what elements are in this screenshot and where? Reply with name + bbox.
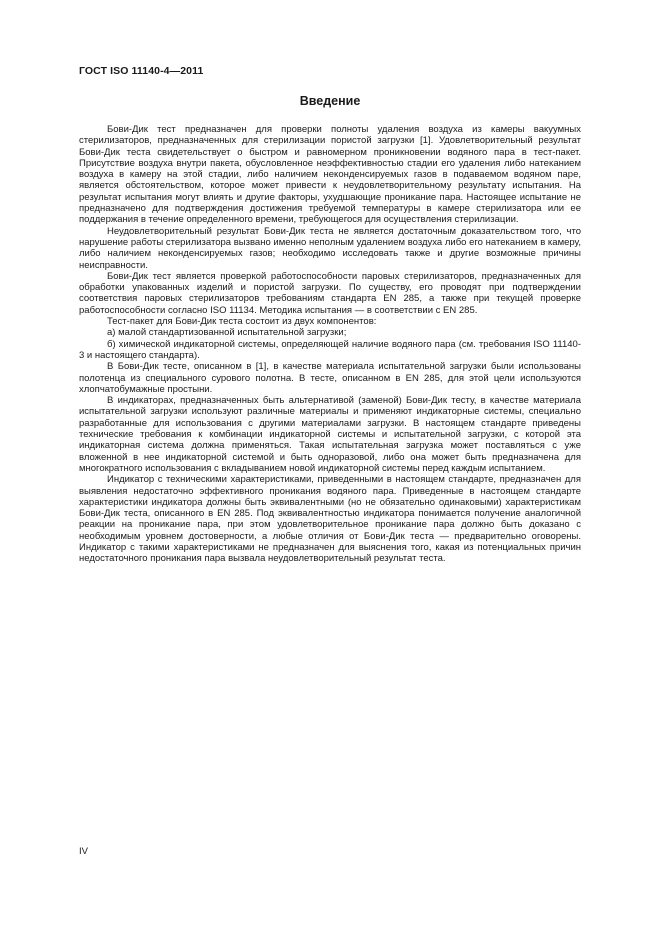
section-title: Введение — [299, 94, 361, 108]
paragraph: Тест-пакет для Бови-Дик теста состоит из двух компонентов: — [107, 316, 377, 328]
paragraph: Неудовлетворительный результат Бови-Дик теста не является достаточным доказательством того, что нарушение работы стерилизатора вызвано именно неполным удалением воздуха либо его натеканием в камеру, либо наличием неконденсируемых газов; необходимо исследовать также и другие возможные причины неисправности. — [79, 225, 581, 271]
list-item: а) малой стандартизованной испытательной загрузки; — [107, 327, 347, 339]
document-header — [79, 65, 203, 77]
paragraph: В индикаторах, предназначенных быть альтернативой (заменой) Бови-Дик тесту, в качестве материала испытательной загрузки используют различные материалы и применяют индикаторные системы, специально разработанные для использования с другими материалами загрузки. В настоящем стандарте приведены технические требования к комбинации индикаторной системы и испытательной загрузки, с которой эта индикаторная система должна применяться. Такая испытательная загрузка может поставляться с уже вложенной в нее индикаторной системой и быть одноразовой, либо она может быть предназначена для многократного использования с вкладыванием новой индикаторной системы перед каждым испытанием. — [79, 395, 581, 474]
page-number: IV — [79, 846, 88, 857]
paragraph: Бови-Дик тест является проверкой работоспособности паровых стерилизаторов, предназначенных для обработки упакованных изделий и пористой загрузки. По существу, его проводят при подтверждении соответствия паровых стерилизаторов требованиям стандарта EN 285, а также при текущей проверке работоспособности согласно ISO 11134. Методика испытания — в соответствии с EN 285. — [79, 270, 581, 316]
paragraph: Бови-Дик тест предназначен для проверки полноты удаления воздуха из камеры вакуумных стерилизаторов, предназначенных для стерилизации пористой загрузки [1]. Удовлетворительный результат Бови-Дик теста свидетельствует о быстром и равномерном проникновении водяного пара в тест-пакет. Присутствие воздуха внутри пакета, обусловленное неэффективностью стадии его удаления либо натеканием воздуха в камеру на этой стадии, либо наличием неконденсируемых газов в подаваемом водяном паре, является обстоятельством, которое может привести к неудовлетворительному результату испытания. На результат испытания могут влиять и другие факторы, ухудшающие проникание пара. Настоящее испытание не предназначено для подтверждения достижения требуемой температуры в камере стерилизатора или ее поддержания в течение определенного времени, требующегося для осуществления стерилизации. — [79, 124, 581, 226]
paragraph: В Бови-Дик тесте, описанном в [1], в качестве материала испытательной загрузки были использованы полотенца из специального сурового полотна. В тесте, описанном в EN 285, для этой цели используются хлопчатобумажные простыни. — [79, 361, 581, 395]
standard-id: ГОСТ ISO 11140-4—2011 — [79, 65, 204, 77]
document-body — [79, 124, 581, 565]
paragraph: Индикатор с техническими характеристиками, приведенными в настоящем стандарте, предназначен для выявления недостаточно эффективного проникания водяного пара. Приведенные в настоящем стандарте характеристики индикатора должны быть эквивалентными (но не обязательно одинаковыми) характеристикам Бови-Дик теста, описанного в EN 285. Под эквивалентностью индикатора понимается получение аналогичной реакции на проникание пара, при этом удовлетворительное проникание пара должно быть доказано с необходимым уровнем достоверности, а любые отличия от Бови-Дик теста — предварительно оговорены. Индикатор с такими характеристиками не предназначен для выяснения того, какая из потенциальных причин недостаточного проникания пара вызвала неудовлетворительный результат теста. — [79, 474, 581, 565]
list-item: б) химической индикаторной системы, определяющей наличие водяного пара (см. требования ISO 11140-3 и настоящего стандарта). — [79, 338, 581, 361]
